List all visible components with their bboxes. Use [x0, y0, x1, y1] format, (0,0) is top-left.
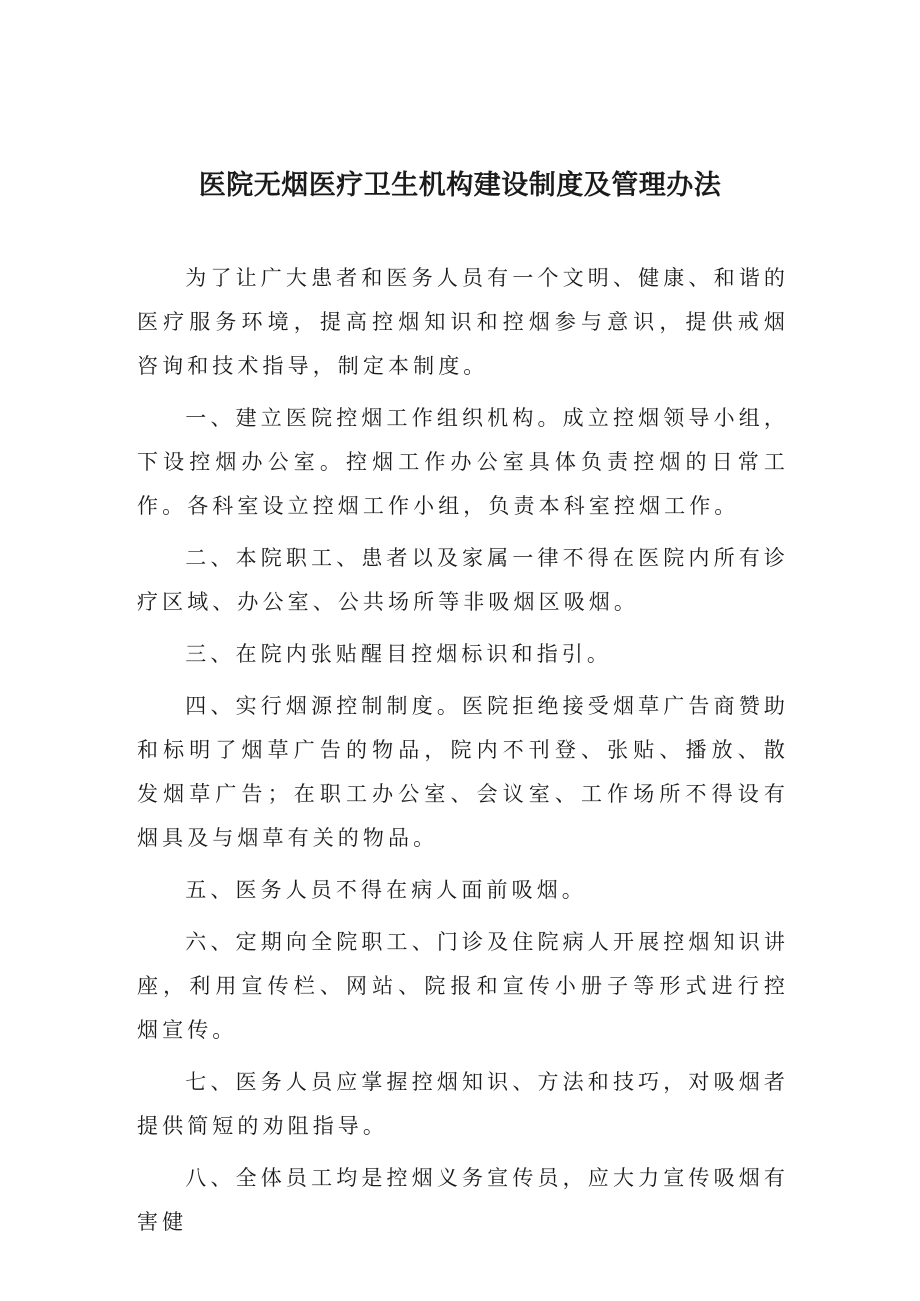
- paragraph-item-6: 六、定期向全院职工、门诊及住院病人开展控烟知识讲座，利用宣传栏、网站、院报和宣传小册子等形式进行控烟宣传。: [137, 930, 789, 1042]
- paragraph-item-8: 八、全体员工均是控烟义务宣传员，应大力宣传吸烟有害健: [137, 1166, 789, 1234]
- paragraph-item-2: 二、本院职工、患者以及家属一律不得在医院内所有诊疗区域、办公室、公共场所等非吸烟区吸烟。: [137, 546, 789, 614]
- paragraph-intro: 为了让广大患者和医务人员有一个文明、健康、和谐的医疗服务环境，提高控烟知识和控烟参与意识，提供戒烟咨询和技术指导，制定本制度。: [137, 266, 789, 378]
- document-title: 医院无烟医疗卫生机构建设制度及管理办法: [198, 170, 722, 201]
- paragraph-item-3: 三、在院内张贴醒目控烟标识和指引。: [185, 642, 612, 666]
- paragraph-item-1: 一、建立医院控烟工作组织机构。成立控烟领导小组，下设控烟办公室。控烟工作办公室具体负责控烟的日常工作。各科室设立控烟工作小组，负责本科室控烟工作。: [137, 406, 789, 518]
- paragraph-item-7: 七、医务人员应掌握控烟知识、方法和技巧，对吸烟者提供简短的劝阻指导。: [137, 1070, 789, 1138]
- paragraph-item-4: 四、实行烟源控制制度。医院拒绝接受烟草广告商赞助和标明了烟草广告的物品，院内不刊登、张贴、播放、散发烟草广告；在职工办公室、会议室、工作场所不得设有烟具及与烟草有关的物品。: [137, 694, 789, 850]
- paragraph-item-5: 五、医务人员不得在病人面前吸烟。: [185, 878, 587, 902]
- document-body: [137, 256, 789, 1252]
